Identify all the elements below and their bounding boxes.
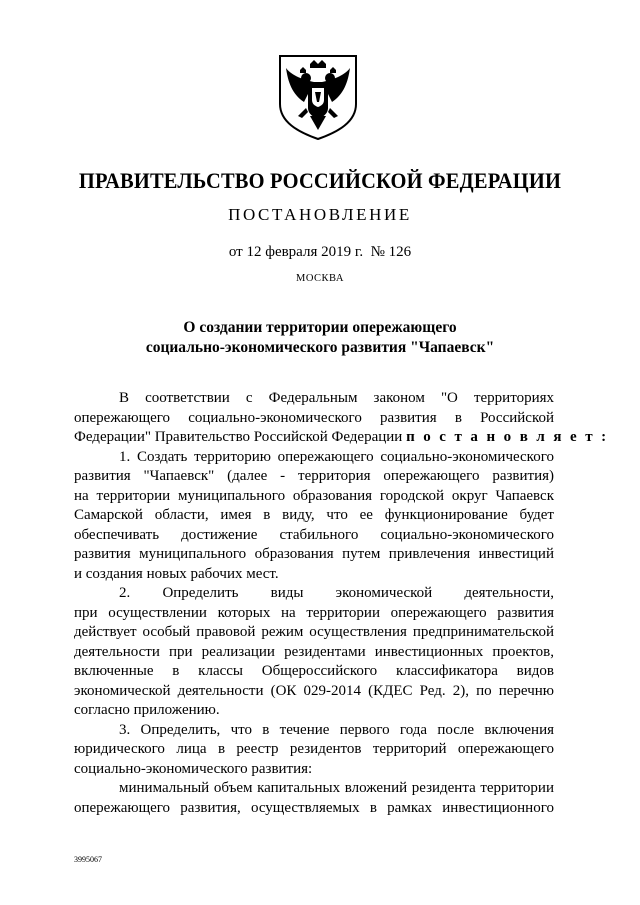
coat-of-arms-emblem — [270, 52, 366, 142]
document-title — [0, 318, 640, 358]
title-line-2: социально-экономического развития "Чапаевск" — [145, 339, 495, 356]
date-line — [0, 244, 640, 261]
number-sign: № — [370, 244, 385, 260]
body-line: экономической деятельности (ОК 029-2014 (КДЕС Ред. 2), по перечню — [74, 682, 554, 699]
date-prefix: от — [228, 244, 243, 260]
body-line: включенные в классы Общероссийского классификатора видов — [74, 663, 554, 679]
document-body — [74, 389, 609, 818]
body-line-part: Федерации" Правительство Российской Федерации — [74, 429, 403, 445]
body-line: опережающего социально-экономического развития в Российской — [74, 409, 554, 426]
body-line: и создания новых рабочих мест. — [74, 565, 279, 582]
document-number: 126 — [388, 244, 412, 260]
body-line: согласно приложению. — [74, 702, 220, 718]
body-line: действует особый правовой режим осуществления предпринимательской — [74, 624, 554, 640]
body-line: Самарской области, имея в виду, что ее функционирование будет — [74, 507, 554, 523]
body-line: развития "Чапаевск" (далее - территория опережающего развития) — [74, 468, 554, 484]
government-name: ПРАВИТЕЛЬСТВО РОССИЙСКОЙ ФЕДЕРАЦИИ — [78, 168, 562, 193]
document-date: 12 февраля 2019 г. — [246, 244, 364, 260]
body-line: 1. Создать территорию опережающего социально-экономического — [119, 448, 554, 465]
title-line-1: О создании территории опережающего — [183, 319, 457, 336]
body-line: деятельности при реализации резидентами инвестиционных проектов, — [74, 643, 554, 660]
body-line: обеспечивать достижение стабильного социально-экономического — [74, 526, 554, 543]
body-line: на территории муниципального образования городской округ Чапаевск — [74, 487, 554, 504]
body-line — [74, 428, 609, 448]
body-line: юридического лица в реестр резидентов территорий опережающего — [74, 741, 554, 757]
body-line: 3. Определить, что в течение первого года после включения — [119, 721, 554, 738]
document-code: 3995067 — [74, 855, 102, 864]
city: МОСКВА — [296, 273, 344, 284]
body-line: при осуществлении которых на территории опережающего развития — [74, 604, 554, 621]
body-line: развития муниципального образования путем привлечения инвестиций — [74, 546, 554, 562]
body-line: В соответствии с Федеральным законом "О территориях — [119, 390, 554, 406]
decree-word: п о с т а н о в л я е т : — [406, 429, 609, 445]
body-line: опережающего развития, осуществляемых в рамках инвестиционного — [74, 799, 554, 816]
body-line: социально-экономического развития: — [74, 760, 313, 777]
body-line: 2. Определить виды экономической деятельности, — [119, 585, 554, 601]
document-type: ПОСТАНОВЛЕНИЕ — [228, 205, 412, 224]
body-line: минимальный объем капитальных вложений резидента территории — [119, 780, 554, 796]
